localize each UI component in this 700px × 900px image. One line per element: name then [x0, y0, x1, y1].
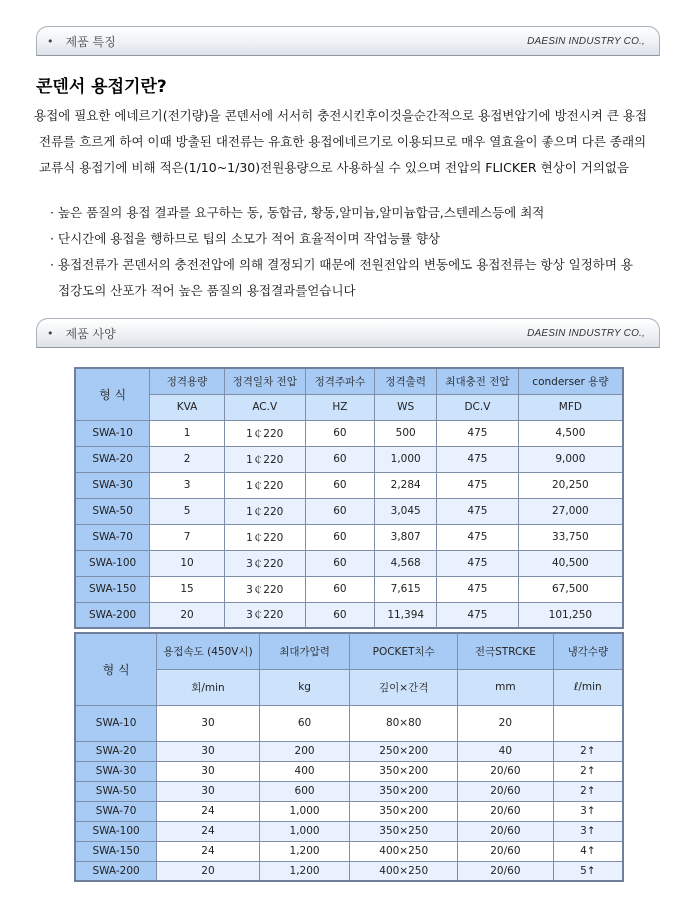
- value-cell: 5↑: [553, 861, 623, 881]
- value-cell: 80×80: [350, 705, 458, 741]
- value-cell: 475: [437, 576, 519, 602]
- model-cell: SWA-50: [75, 781, 157, 801]
- table-row: [75, 781, 623, 801]
- value-cell: 475: [437, 446, 519, 472]
- unit-header: 깊이×간격: [350, 669, 458, 705]
- unit-header: ℓ/min: [553, 669, 623, 705]
- company-name: DAESIN INDUSTRY CO.,: [527, 327, 645, 339]
- unit-header: kg: [259, 669, 350, 705]
- model-cell: SWA-100: [75, 821, 157, 841]
- value-cell: 3,045: [375, 498, 437, 524]
- unit-header: HZ: [305, 394, 375, 420]
- value-cell: 60: [305, 472, 375, 498]
- value-cell: 1,000: [259, 801, 350, 821]
- column-header: 정격용량: [150, 368, 225, 394]
- value-cell: 11,394: [375, 602, 437, 628]
- model-cell: SWA-30: [75, 472, 150, 498]
- value-cell: 4,500: [518, 420, 623, 446]
- column-header: 최대충전 전압: [437, 368, 519, 394]
- unit-header: MFD: [518, 394, 623, 420]
- model-cell: SWA-30: [75, 761, 157, 781]
- value-cell: 350×200: [350, 801, 458, 821]
- bullet-icon: ·: [50, 205, 54, 220]
- value-cell: 3: [150, 472, 225, 498]
- value-cell: 1,000: [375, 446, 437, 472]
- table-row: [75, 602, 623, 628]
- value-cell: 1￠220: [224, 472, 305, 498]
- value-cell: 3,807: [375, 524, 437, 550]
- column-header: POCKET치수: [350, 633, 458, 669]
- value-cell: 400: [259, 761, 350, 781]
- model-cell: SWA-20: [75, 741, 157, 761]
- value-cell: 10: [150, 550, 225, 576]
- value-cell: 20/60: [458, 761, 554, 781]
- feature-item: · 높은 품질의 용접 결과를 요구하는 동, 동합금, 황동,알미늄,알미늄합금,스텐레스등에 최적: [50, 200, 690, 226]
- value-cell: 475: [437, 602, 519, 628]
- value-cell: 2: [150, 446, 225, 472]
- bullet-icon: •: [47, 34, 54, 48]
- unit-header: 회/min: [157, 669, 260, 705]
- value-cell: 30: [157, 741, 260, 761]
- column-header: 정격주파수: [305, 368, 375, 394]
- value-cell: 600: [259, 781, 350, 801]
- feature-list: [50, 200, 690, 304]
- value-cell: 24: [157, 821, 260, 841]
- value-cell: 2↑: [553, 741, 623, 761]
- value-cell: 475: [437, 524, 519, 550]
- value-cell: 4,568: [375, 550, 437, 576]
- value-cell: 60: [305, 550, 375, 576]
- bullet-icon: ·: [50, 257, 54, 272]
- value-cell: 4↑: [553, 841, 623, 861]
- model-cell: SWA-70: [75, 524, 150, 550]
- value-cell: 60: [305, 524, 375, 550]
- model-cell: SWA-150: [75, 576, 150, 602]
- value-cell: 20: [157, 861, 260, 881]
- column-header: 냉각수량: [553, 633, 623, 669]
- value-cell: 20/60: [458, 821, 554, 841]
- value-cell: 3↑: [553, 821, 623, 841]
- value-cell: 15: [150, 576, 225, 602]
- value-cell: 350×200: [350, 781, 458, 801]
- column-header: conderser 용량: [518, 368, 623, 394]
- company-name: DAESIN INDUSTRY CO.,: [527, 35, 645, 47]
- unit-header: mm: [458, 669, 554, 705]
- column-header: 최대가압력: [259, 633, 350, 669]
- value-cell: 2↑: [553, 761, 623, 781]
- table-row: [75, 524, 623, 550]
- intro-paragraph: [34, 103, 684, 181]
- section-header-features: [36, 26, 660, 56]
- section-title: 제품 특징: [65, 34, 116, 49]
- value-cell: 27,000: [518, 498, 623, 524]
- value-cell: 1,000: [259, 821, 350, 841]
- value-cell: 20/60: [458, 841, 554, 861]
- model-cell: SWA-20: [75, 446, 150, 472]
- table-row: [75, 420, 623, 446]
- value-cell: 101,250: [518, 602, 623, 628]
- value-cell: 400×250: [350, 841, 458, 861]
- column-header: 정격일차 전압: [224, 368, 305, 394]
- value-cell: 5: [150, 498, 225, 524]
- value-cell: 20/60: [458, 781, 554, 801]
- value-cell: 3￠220: [224, 576, 305, 602]
- value-cell: 1￠220: [224, 498, 305, 524]
- bullet-icon: ·: [50, 231, 54, 246]
- value-cell: 30: [157, 781, 260, 801]
- page-heading: 콘덴서 용접기란?: [36, 77, 167, 97]
- value-cell: 60: [305, 420, 375, 446]
- table-row: [75, 576, 623, 602]
- value-cell: 20/60: [458, 861, 554, 881]
- value-cell: 20,250: [518, 472, 623, 498]
- unit-header: KVA: [150, 394, 225, 420]
- model-cell: SWA-10: [75, 420, 150, 446]
- value-cell: 24: [157, 801, 260, 821]
- model-cell: SWA-200: [75, 861, 157, 881]
- section-header-specs: [36, 318, 660, 348]
- table-row: [75, 861, 623, 881]
- unit-header: AC.V: [224, 394, 305, 420]
- value-cell: 250×200: [350, 741, 458, 761]
- model-cell: SWA-70: [75, 801, 157, 821]
- value-cell: 1￠220: [224, 524, 305, 550]
- value-cell: 60: [259, 705, 350, 741]
- table-row: [75, 498, 623, 524]
- table-row: [75, 705, 623, 741]
- value-cell: 3↑: [553, 801, 623, 821]
- value-cell: 200: [259, 741, 350, 761]
- value-cell: 20: [458, 705, 554, 741]
- unit-header: WS: [375, 394, 437, 420]
- value-cell: 33,750: [518, 524, 623, 550]
- table-row: [75, 821, 623, 841]
- value-cell: 2↑: [553, 781, 623, 801]
- bullet-icon: •: [47, 326, 54, 340]
- model-cell: SWA-150: [75, 841, 157, 861]
- value-cell: 475: [437, 472, 519, 498]
- feature-item: · 용접전류가 콘덴서의 충전전압에 의해 결정되기 때문에 전원전압의 변동에도 용접전류는 항상 일정하며 용: [50, 252, 690, 278]
- value-cell: 60: [305, 446, 375, 472]
- intro-line: 교류식 용접기에 비해 적은(1/10~1/30)전원용량으로 사용하실 수 있으며 전압의 FLICKER 현상이 거의없음: [39, 160, 630, 175]
- value-cell: 475: [437, 550, 519, 576]
- unit-header: DC.V: [437, 394, 519, 420]
- model-cell: SWA-50: [75, 498, 150, 524]
- column-header: 전극STRCKE: [458, 633, 554, 669]
- value-cell: 475: [437, 420, 519, 446]
- value-cell: 30: [157, 761, 260, 781]
- value-cell: 7,615: [375, 576, 437, 602]
- value-cell: 1￠220: [224, 420, 305, 446]
- section-title: 제품 사양: [65, 326, 116, 341]
- table-row: [75, 801, 623, 821]
- value-cell: 20/60: [458, 801, 554, 821]
- value-cell: 400×250: [350, 861, 458, 881]
- value-cell: 3￠220: [224, 550, 305, 576]
- value-cell: 1,200: [259, 861, 350, 881]
- value-cell: [553, 705, 623, 741]
- value-cell: 9,000: [518, 446, 623, 472]
- value-cell: 20: [150, 602, 225, 628]
- value-cell: 350×200: [350, 761, 458, 781]
- value-cell: 60: [305, 498, 375, 524]
- column-header: 용접속도 (450V시): [157, 633, 260, 669]
- value-cell: 67,500: [518, 576, 623, 602]
- value-cell: 30: [157, 705, 260, 741]
- intro-line: 전류를 흐르게 하여 이때 방출된 대전류는 유효한 용접에네르기로 이용되므로 매우 열효율이 좋으며 다른 종래의: [39, 134, 647, 149]
- model-cell: SWA-10: [75, 705, 157, 741]
- value-cell: 40,500: [518, 550, 623, 576]
- value-cell: 40: [458, 741, 554, 761]
- value-cell: 500: [375, 420, 437, 446]
- spec-table-mechanical: [74, 632, 624, 882]
- value-cell: 24: [157, 841, 260, 861]
- model-column-header: 형 식: [75, 633, 157, 705]
- value-cell: 350×250: [350, 821, 458, 841]
- table-row: [75, 761, 623, 781]
- value-cell: 2,284: [375, 472, 437, 498]
- value-cell: 60: [305, 602, 375, 628]
- table-row: [75, 841, 623, 861]
- value-cell: 475: [437, 498, 519, 524]
- model-cell: SWA-100: [75, 550, 150, 576]
- value-cell: 3￠220: [224, 602, 305, 628]
- value-cell: 7: [150, 524, 225, 550]
- value-cell: 1￠220: [224, 446, 305, 472]
- table-row: [75, 741, 623, 761]
- value-cell: 1: [150, 420, 225, 446]
- spec-table-electrical: [74, 367, 624, 629]
- table-row: [75, 550, 623, 576]
- value-cell: 60: [305, 576, 375, 602]
- value-cell: 1,200: [259, 841, 350, 861]
- model-column-header: 형 식: [75, 368, 150, 420]
- intro-line: 용접에 필요한 에네르기(전기량)을 콘덴서에 서서히 충전시킨후이것을순간적으로 용접변압기에 방전시켜 큰 용접: [34, 108, 648, 123]
- column-header: 정격출력: [375, 368, 437, 394]
- model-cell: SWA-200: [75, 602, 150, 628]
- feature-item: · 단시간에 용접을 행하므로 팁의 소모가 적어 효율적이며 작업능률 향상: [50, 226, 690, 252]
- table-row: [75, 446, 623, 472]
- feature-item-continuation: 접강도의 산포가 적어 높은 품질의 용접결과를얻습니다: [58, 283, 356, 298]
- table-row: [75, 472, 623, 498]
